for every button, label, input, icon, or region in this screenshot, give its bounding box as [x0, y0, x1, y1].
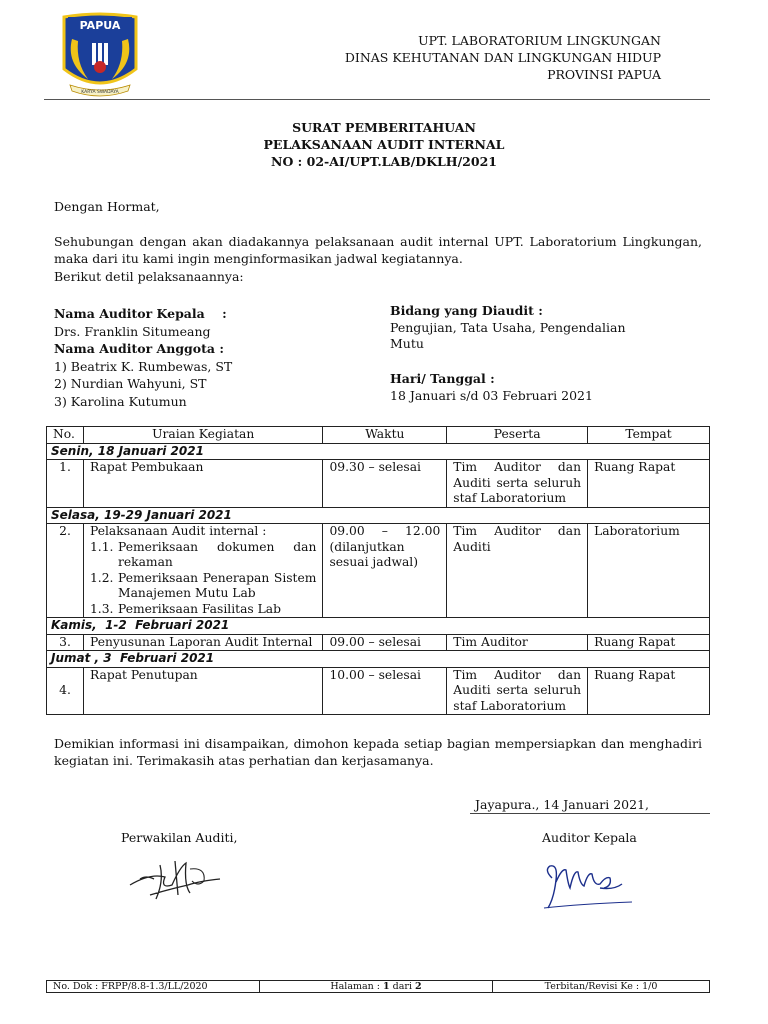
row-time: 09.00 – 12.00 (dilanjutkan sesuai jadwal)	[323, 524, 447, 618]
sub-item-number: 1.2.	[89, 570, 114, 585]
intro-followup: Berikut detil pelaksanaannya:	[54, 269, 244, 284]
row-activity-cell	[83, 524, 322, 618]
title-line-2: PELAKSANAAN AUDIT INTERNAL	[263, 137, 505, 152]
revision-info: Terbitan/Revisi Ke : 1/0	[493, 981, 710, 993]
lead-auditor-name: Drs. Franklin Situmeang	[54, 323, 211, 339]
row-no: 1.	[47, 460, 84, 508]
auditor-signature-icon	[540, 858, 640, 913]
papua-emblem-logo	[58, 11, 142, 101]
day-row	[47, 443, 710, 460]
row-place: Laboratorium	[588, 524, 710, 618]
day-row	[47, 507, 710, 524]
table-row	[47, 667, 710, 715]
table-header-row	[47, 427, 710, 444]
row-place: Ruang Rapat	[588, 460, 710, 508]
intro-paragraph: Sehubungan dengan akan diadakannya pelaksanaan audit internal UPT. Laboratorium Lingkungan, maka dari itu kami ingin menginformasikan jadwal kegiatannya.	[54, 234, 702, 266]
logo-text: PAPUA	[79, 19, 121, 32]
row-participants: Tim Auditor	[447, 634, 588, 651]
row-participants: Tim Auditor dan Auditi	[447, 524, 588, 618]
lead-auditor-title: Auditor Kepala	[542, 830, 637, 845]
greeting: Dengan Hormat,	[54, 199, 160, 214]
org-line-2: DINAS KEHUTANAN DAN LINGKUNGAN HIDUP	[344, 50, 661, 65]
audit-date-details	[390, 370, 593, 404]
title-line-3: NO : 02-AI/UPT.LAB/DKLH/2021	[271, 154, 497, 169]
date-label: Hari/ Tanggal :	[390, 371, 495, 386]
row-place: Ruang Rapat	[588, 634, 710, 651]
day-label: Jumat , 3 Februari 2021	[47, 651, 710, 668]
auditor-details	[54, 305, 232, 410]
row-no: 2.	[47, 524, 84, 618]
schedule-table	[46, 426, 710, 715]
members-label: Nama Auditor Anggota :	[54, 341, 224, 356]
row-time: 09.00 – selesai	[323, 634, 447, 651]
org-line-1: UPT. LABORATORIUM LINGKUNGAN	[418, 33, 661, 48]
day-label: Selasa, 19-29 Januari 2021	[47, 507, 710, 524]
sub-item	[90, 540, 316, 571]
letter-title	[0, 119, 768, 170]
sub-item	[90, 571, 316, 602]
sub-item-number: 1.1.	[89, 539, 114, 554]
page-label: Halaman :	[330, 981, 384, 992]
sub-item-text: Pemeriksaan dokumen dan rekaman	[117, 539, 317, 569]
place-date: Jayapura., 14 Januari 2021,	[475, 797, 650, 812]
field-line-1: Pengujian, Tata Usaha, Pengendalian	[390, 319, 626, 335]
header-activity: Uraian Kegiatan	[83, 427, 322, 444]
table-row	[47, 524, 710, 618]
logo-motto: KARYA SWADAYA	[81, 90, 119, 95]
lead-auditor-label: Nama Auditor Kepala :	[54, 306, 227, 321]
doc-number: No. Dok : FRPP/8.8-1.3/LL/2020	[47, 981, 260, 993]
sub-item-text: Pemeriksaan Fasilitas Lab	[117, 601, 281, 616]
row-activity: Penyusunan Laporan Audit Internal	[83, 634, 322, 651]
page-info	[260, 981, 493, 993]
org-name-block	[345, 32, 661, 83]
day-label: Senin, 18 Januari 2021	[47, 443, 710, 460]
signature-divider	[470, 813, 710, 814]
sub-item	[90, 602, 316, 618]
header-divider	[44, 99, 710, 100]
row-time: 10.00 – selesai	[323, 667, 447, 715]
sub-item-text: Pemeriksaan Penerapan Sistem Manajemen Mutu Lab	[117, 570, 317, 600]
auditee-rep-title: Perwakilan Auditi,	[121, 830, 238, 845]
field-label: Bidang yang Diaudit :	[390, 303, 543, 318]
row-place: Ruang Rapat	[588, 667, 710, 715]
auditee-signature-icon	[120, 855, 230, 903]
row-no: 3.	[47, 634, 84, 651]
member-2: 2) Nurdian Wahyuni, ST	[54, 376, 207, 391]
org-line-3: PROVINSI PAPUA	[547, 67, 661, 82]
title-line-1: SURAT PEMBERITAHUAN	[292, 120, 476, 135]
audit-field-details	[390, 303, 626, 353]
header-participants: Peserta	[447, 427, 588, 444]
row-activity: Pelaksanaan Audit internal :	[89, 524, 267, 538]
row-activity: Rapat Penutupan	[83, 667, 322, 715]
row-activity: Rapat Pembukaan	[83, 460, 322, 508]
row-no: 4.	[47, 667, 84, 715]
field-line-2: Mutu	[390, 336, 424, 351]
table-row	[47, 634, 710, 651]
page-of: dari	[389, 981, 416, 992]
row-participants: Tim Auditor dan Auditi serta seluruh staf Laboratorium	[447, 667, 588, 715]
header-place: Tempat	[588, 427, 710, 444]
page-current: 1	[383, 981, 390, 992]
row-participants: Tim Auditor dan Auditi serta seluruh staf Laboratorium	[447, 460, 588, 508]
day-row	[47, 651, 710, 668]
page-total: 2	[415, 981, 422, 992]
row-time: 09.30 – selesai	[323, 460, 447, 508]
day-label: Kamis, 1-2 Februari 2021	[47, 618, 710, 635]
document-footer	[46, 980, 710, 993]
header-time: Waktu	[323, 427, 447, 444]
day-row	[47, 618, 710, 635]
date-value: 18 Januari s/d 03 Februari 2021	[390, 388, 593, 403]
header-no: No.	[47, 427, 84, 444]
closing-paragraph: Demikian informasi ini disampaikan, dimohon kepada setiap bagian mempersiapkan dan menghadiri kegiatan ini. Terimakasih atas perhatian dan kerjasamanya.	[54, 736, 702, 768]
table-row	[47, 460, 710, 508]
sub-item-number: 1.3.	[89, 601, 114, 616]
member-1: 1) Beatrix K. Rumbewas, ST	[54, 358, 233, 374]
footer-row	[47, 981, 710, 993]
member-3: 3) Karolina Kutumun	[54, 393, 187, 409]
